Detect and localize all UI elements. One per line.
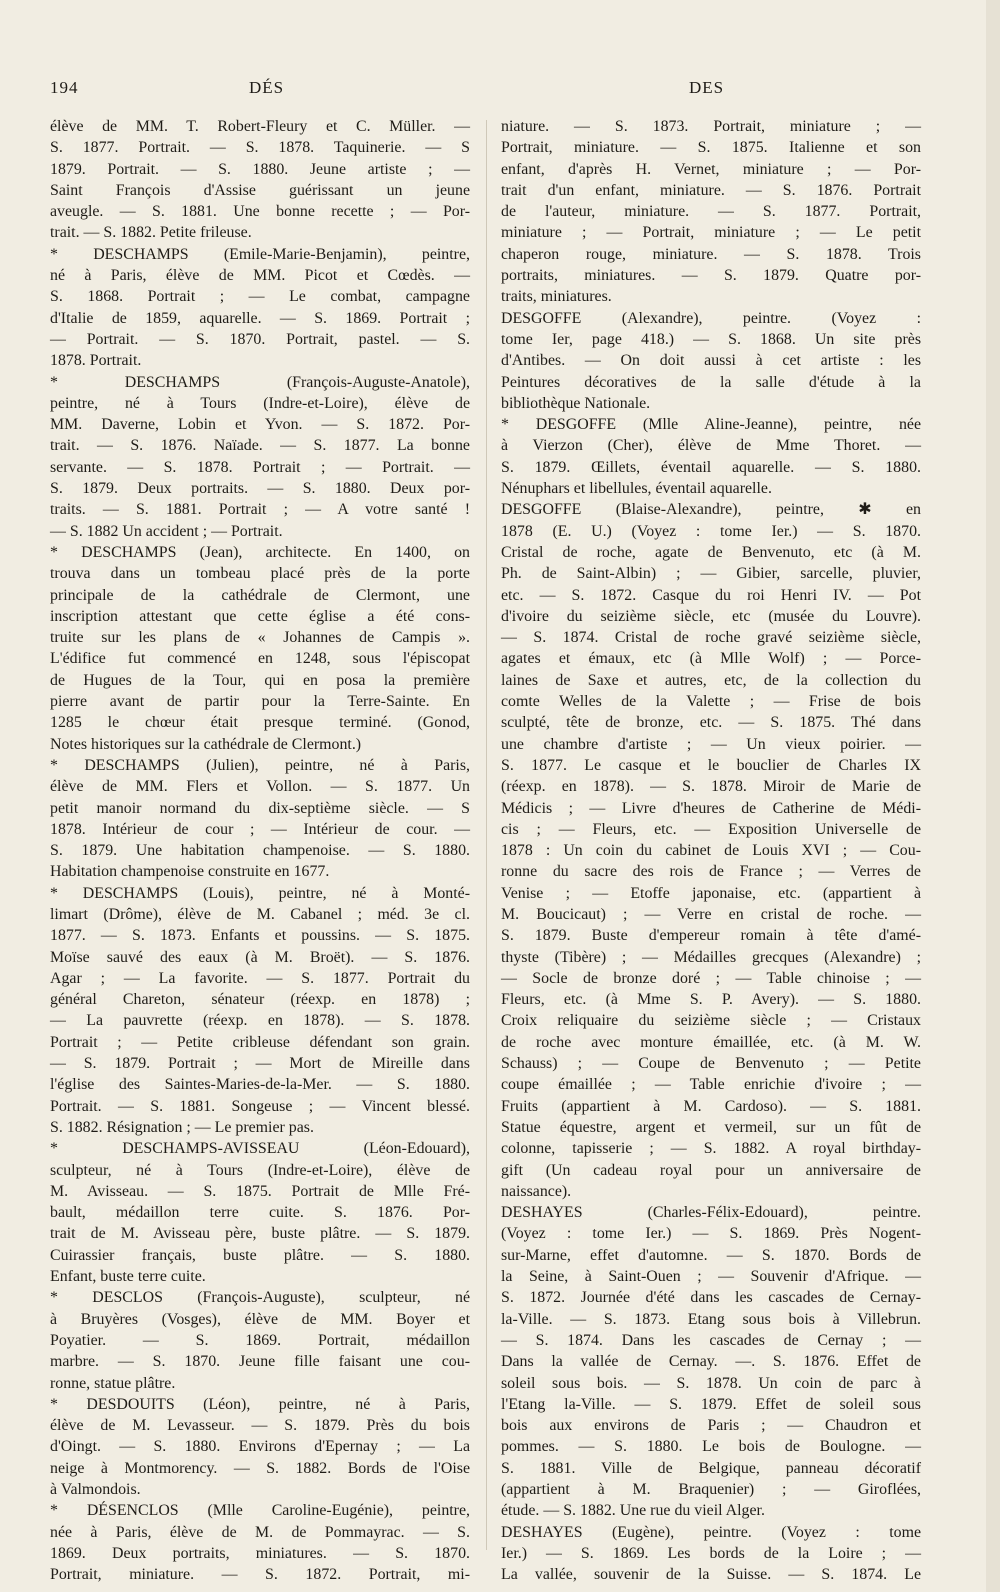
text-line: l'église des Saintes-Maries-de-la-Mer. — S. 1880.	[50, 1076, 470, 1094]
text-line: gift (Un cadeau royal pour un anniversaire de	[501, 1161, 921, 1179]
text-line: aveugle. — S. 1881. Une bonne recette ; — Por-	[50, 203, 470, 221]
text-line: MM. Daverne, Lobin et Yvon. — S. 1872. Por-	[50, 416, 470, 434]
text-line: Fruits (appartient à M. Cardoso). — S. 1881.	[501, 1097, 921, 1115]
text-line: bois aux environs de Paris ; — Chaudron et	[501, 1417, 921, 1435]
text-line: la-Ville. — S. 1873. Etang sous bois à Villebrun.	[501, 1310, 921, 1328]
text-line: à Bruyères (Vosges), élève de MM. Boyer et	[50, 1310, 470, 1328]
text-line: (Voyez : tome Ier.) — S. 1869. Près Nogent-	[501, 1225, 921, 1243]
text-line: — S. 1882 Un accident ; — Portrait.	[50, 522, 283, 540]
text-line: * DESCHAMPS (Emile-Marie-Benjamin), peintre,	[50, 245, 470, 263]
text-line: S. 1877. Le casque et le bouclier de Charles IX	[501, 756, 921, 774]
text-line: principale de la cathédrale de Clermont, une	[50, 586, 470, 604]
text-line: naissance).	[501, 1182, 572, 1200]
column-gutter	[486, 120, 487, 1550]
text-line: la Seine, à Saint-Ouen ; — Souvenir d'Afrique. —	[501, 1268, 921, 1286]
text-line: Saint François d'Assise guérissant un jeune	[50, 181, 470, 199]
text-line: Portrait. — S. 1881. Songeuse ; — Vincent blessé.	[50, 1097, 470, 1115]
running-head-right: DES	[689, 78, 725, 97]
text-line: trait. — S. 1882. Petite frileuse.	[50, 224, 252, 242]
text-line: agates et émaux, etc (à Mlle Wolf) ; — Porce-	[501, 650, 921, 668]
text-line: élève de M. Levasseur. — S. 1879. Près du bois	[50, 1417, 470, 1435]
text-line: coupe émaillée ; — Table enrichie d'ivoire ; —	[501, 1076, 921, 1094]
text-line: étude. — S. 1882. Une rue du vieil Alger.	[501, 1502, 765, 1520]
text-line: S. 1872. Journée d'été dans les cascades de Cernay-	[501, 1289, 921, 1307]
text-line: d'Oingt. — S. 1880. Environs d'Epernay ; — La	[50, 1438, 470, 1456]
text-line: — S. 1874. Cristal de roche gravé seizième siècle,	[501, 629, 921, 647]
text-line: sur-Marne, effet d'automne. — S. 1870. Bords de	[501, 1246, 921, 1264]
text-line: inscription attestant que cette église a été cons-	[50, 607, 470, 625]
page-number: 194	[50, 78, 79, 97]
text-line: Poyatier. — S. 1869. Portrait, médaillon	[50, 1331, 470, 1349]
text-line: Portrait, miniature. — S. 1872. Portrait, mi-	[50, 1566, 470, 1584]
text-line: DESGOFFE (Alexandre), peintre. (Voyez :	[501, 309, 921, 327]
text-line: bibliothèque Nationale.	[501, 394, 651, 412]
text-line: élève de MM. Flers et Vollon. — S. 1877. Un	[50, 778, 470, 796]
text-line: colonne, tapisserie ; — S. 1882. A royal birthday-	[501, 1140, 921, 1158]
text-line: (réexp. en 1878). — S. 1878. Miroir de Marie de	[501, 778, 921, 796]
text-line: 1878 : Un coin du cabinet de Louis XVI ; — Cou-	[501, 842, 921, 860]
text-line: l'Etang la-Ville. — S. 1879. Effet de soleil sous	[501, 1395, 921, 1413]
text-line: élève de MM. T. Robert-Fleury et C. Müller. —	[50, 118, 470, 135]
text-line: — S. 1874. Dans les cascades de Cernay ; —	[501, 1331, 921, 1349]
text-line: trouva dans un tombeau placé près de la porte	[50, 565, 470, 583]
text-line: * DESCHAMPS (Louis), peintre, né à Monté-	[50, 884, 470, 902]
text-line: trait d'un enfant, miniature. — S. 1876. Portrait	[501, 181, 921, 199]
text-line: cis ; — Fleurs, etc. — Exposition Universelle de	[501, 820, 921, 838]
text-line: chaperon rouge, miniature. — S. 1878. Trois	[501, 245, 921, 263]
text-line: Nénuphars et libellules, éventail aquarelle.	[501, 480, 772, 498]
text-line: Agar ; — La favorite. — S. 1877. Portrait du	[50, 969, 470, 987]
text-line: enfant, d'après H. Vernet, miniature ; — Por-	[501, 160, 921, 178]
text-line: Enfant, buste terre cuite.	[50, 1268, 206, 1286]
text-line: trait. — S. 1876. Naïade. — S. 1877. La bonne	[50, 437, 470, 455]
text-line: * DESCHAMPS (Jean), architecte. En 1400, on	[50, 543, 470, 561]
text-line: Croix reliquaire du seizième siècle ; — Cristaux	[501, 1012, 921, 1030]
text-line: DESHAYES (Eugène), peintre. (Voyez : tome	[501, 1523, 921, 1541]
text-line: laines de Saxe et autres, etc, de la collection du	[501, 671, 921, 689]
text-line: Cristal de roche, agate de Benvenuto, etc (à M.	[501, 543, 921, 561]
text-line: M. Avisseau. — S. 1875. Portrait de Mlle Fré-	[50, 1182, 470, 1200]
page-header	[50, 78, 920, 102]
text-line: La vallée, souvenir de la Suisse. — S. 1874. Le	[501, 1566, 921, 1584]
text-line: DESGOFFE (Blaise-Alexandre), peintre, ✱ en	[501, 501, 921, 519]
text-line: — La pauvrette (réexp. en 1878). — S. 1878.	[50, 1012, 470, 1030]
text-line: miniature ; — Portrait, miniature ; — Le petit	[501, 224, 921, 242]
text-line: pierre avant de partir pour la Terre-Sainte. En	[50, 693, 470, 711]
text-line: limart (Drôme), élève de M. Cabanel ; méd. 3e cl.	[50, 905, 470, 923]
text-line: ronne du sacre des rois de France ; — Verres de	[501, 863, 921, 881]
text-line: de roche avec monture émaillée, etc. (à M. W.	[501, 1033, 921, 1051]
text-line: L'édifice fut commencé en 1248, sous l'épiscopat	[50, 650, 470, 668]
text-line: neige à Montmorency. — S. 1882. Bords de l'Oise	[50, 1459, 470, 1477]
text-line: Portrait, miniature. — S. 1875. Italienne et son	[501, 139, 921, 157]
text-line: * DESCLOS (François-Auguste), sculpteur, né	[50, 1289, 470, 1307]
text-line: Peintures décoratives de la salle d'étude à la	[501, 373, 921, 391]
text-line: sculpté, tête de bronze, etc. — S. 1875. Thé dans	[501, 714, 921, 732]
text-line: Fleurs, etc. (à Mme S. P. Avery). — S. 1880.	[501, 991, 921, 1009]
text-line: traits. — S. 1881. Portrait ; — A votre santé !	[50, 501, 470, 519]
text-line: 1877. — S. 1873. Enfants et poussins. — S. 1875.	[50, 927, 470, 945]
text-line: M. Boucicaut) ; — Verre en cristal de roche. —	[501, 905, 921, 923]
text-line: — Socle de bronze doré ; — Table chinoise ; —	[501, 969, 921, 987]
text-line: ronne, statue plâtre.	[50, 1374, 176, 1392]
text-line: peintre, né à Tours (Indre-et-Loire), élève de	[50, 394, 470, 412]
text-line: S. 1879. Une habitation champenoise. — S. 1880.	[50, 842, 470, 860]
text-line: * DESGOFFE (Mlle Aline-Jeanne), peintre, née	[501, 416, 921, 434]
text-line: trait de M. Avisseau père, buste plâtre. — S. 1879.	[50, 1225, 470, 1243]
text-line: portraits, miniatures. — S. 1879. Quatre por-	[501, 267, 921, 285]
text-line: — Portrait. — S. 1870. Portrait, pastel. — S.	[50, 330, 470, 348]
text-line: traits, miniatures.	[501, 288, 612, 306]
text-line: * DÉSENCLOS (Mlle Caroline-Eugénie), peintre,	[50, 1502, 470, 1520]
text-line: né à Paris, élève de MM. Picot et Cœdès. —	[50, 267, 470, 285]
text-line: soleil sous bois. — S. 1878. Un coin de parc à	[501, 1374, 921, 1392]
text-line: * DESCHAMPS (Julien), peintre, né à Paris,	[50, 756, 470, 774]
text-line: S. 1879. Deux portraits. — S. 1880. Deux por-	[50, 480, 470, 498]
text-line: 1878. Intérieur de cour ; — Intérieur de cour. —	[50, 820, 470, 838]
text-line: — S. 1879. Portrait ; — Mort de Mireille dans	[50, 1055, 470, 1073]
text-line: Notes historiques sur la cathédrale de Clermont.)	[50, 735, 362, 753]
text-line: 1869. Deux portraits, miniatures. — S. 1870.	[50, 1544, 470, 1562]
text-line: comte Welles de la Valette ; — Frise de bois	[501, 693, 921, 711]
text-line: 1879. Portrait. — S. 1880. Jeune artiste ; —	[50, 160, 470, 178]
text-line: S. 1881. Ville de Belgique, panneau décoratif	[501, 1459, 921, 1477]
text-line: sculpteur, né à Tours (Indre-et-Loire), élève de	[50, 1161, 470, 1179]
text-line: Cuirassier français, buste plâtre. — S. 1880.	[50, 1246, 470, 1264]
text-line: pommes. — S. 1880. Le bois de Boulogne. —	[501, 1438, 921, 1456]
text-line: 1878. Portrait.	[50, 352, 142, 370]
text-line: S. 1879. Œillets, éventail aquarelle. — S. 1880.	[501, 458, 921, 476]
running-head-left: DÉS	[249, 78, 285, 97]
text-line: 1878 (E. U.) (Voyez : tome Ier.) — S. 1870.	[501, 522, 921, 540]
text-line: de l'auteur, miniature. — S. 1877. Portrait,	[501, 203, 921, 221]
text-line: marbre. — S. 1870. Jeune fille faisant une cou-	[50, 1353, 470, 1371]
page-edge	[986, 0, 1000, 1592]
text-line: bault, médaillon terre cuite. S. 1876. Por-	[50, 1204, 470, 1222]
text-line: Habitation champenoise construite en 1677.	[50, 863, 330, 881]
text-line: Statue équestre, argent et vermeil, sur un fût de	[501, 1118, 921, 1136]
text-line: d'Antibes. — On doit aussi à cet artiste : les	[501, 352, 921, 370]
text-line: Médicis ; — Livre d'heures de Catherine de Médi-	[501, 799, 921, 817]
text-line: S. 1879. Buste d'empereur romain à tête d'amé-	[501, 927, 921, 945]
text-line: etc. — S. 1872. Casque du roi Henri IV. — Pot	[501, 586, 921, 604]
text-line: thyste (Tibère) ; — Médailles grecques (Alexandre) ;	[501, 948, 921, 966]
text-line: * DESCHAMPS-AVISSEAU (Léon-Edouard),	[50, 1140, 470, 1158]
left-text-column	[50, 116, 470, 1584]
text-line: d'ivoire du seizième siècle, etc (musée du Louvre).	[501, 607, 921, 625]
right-text-column	[501, 116, 921, 1584]
text-line: de Hugues de la Tour, qui en posa la première	[50, 671, 470, 689]
text-line: petit manoir normand du dix-septième siècle. — S	[50, 799, 470, 817]
text-line: servante. — S. 1878. Portrait ; — Portrait. —	[50, 458, 470, 476]
text-line: à Valmondois.	[50, 1481, 141, 1498]
text-line: Venise ; — Etoffe japonaise, etc. (appartient à	[501, 884, 921, 902]
text-line: S. 1877. Portrait. — S. 1878. Taquinerie. — S	[50, 139, 470, 157]
text-line: Moïse sauvé des eaux (à M. Broët). — S. 1876.	[50, 948, 470, 966]
text-line: à Vierzon (Cher), élève de Mme Thoret. —	[501, 437, 921, 455]
text-line: tome Ier, page 418.) — S. 1868. Un site près	[501, 330, 921, 348]
text-line: DESHAYES (Charles-Félix-Edouard), peintre.	[501, 1204, 921, 1222]
text-line: Ier.) — S. 1869. Les bords de la Loire ; —	[501, 1544, 921, 1562]
text-line: Dans la vallée de Cernay. —. S. 1876. Effet de	[501, 1353, 921, 1371]
text-line: d'Italie de 1859, aquarelle. — S. 1869. Portrait ;	[50, 309, 470, 327]
text-line: * DESDOUITS (Léon), peintre, né à Paris,	[50, 1395, 470, 1413]
text-line: Ph. de Saint-Albin) ; — Gibier, sarcelle, pluvier,	[501, 565, 921, 583]
text-line: née à Paris, élève de M. de Pommayrac. — S.	[50, 1523, 470, 1541]
text-line: une chambre d'artiste ; — Un vieux poirier. —	[501, 735, 921, 753]
text-line: S. 1868. Portrait ; — Le combat, campagne	[50, 288, 470, 306]
text-line: Schauss) ; — Coupe de Benvenuto ; — Petite	[501, 1055, 921, 1073]
text-line: Portrait ; — Petite cribleuse défendant son grain.	[50, 1033, 470, 1051]
text-line: truite sur les plans de « Johannes de Campis ».	[50, 629, 470, 647]
text-line: S. 1882. Résignation ; — Le premier pas.	[50, 1118, 314, 1136]
text-line: niature. — S. 1873. Portrait, miniature ; —	[501, 118, 921, 135]
text-line: (appartient à M. Braquenier) ; — Giroflées,	[501, 1481, 921, 1498]
text-line: * DESCHAMPS (François-Auguste-Anatole),	[50, 373, 470, 391]
text-line: général Chareton, sénateur (réexp. en 1878) ;	[50, 991, 470, 1009]
text-line: 1285 le chœur était presque terminé. (Gonod,	[50, 714, 470, 732]
